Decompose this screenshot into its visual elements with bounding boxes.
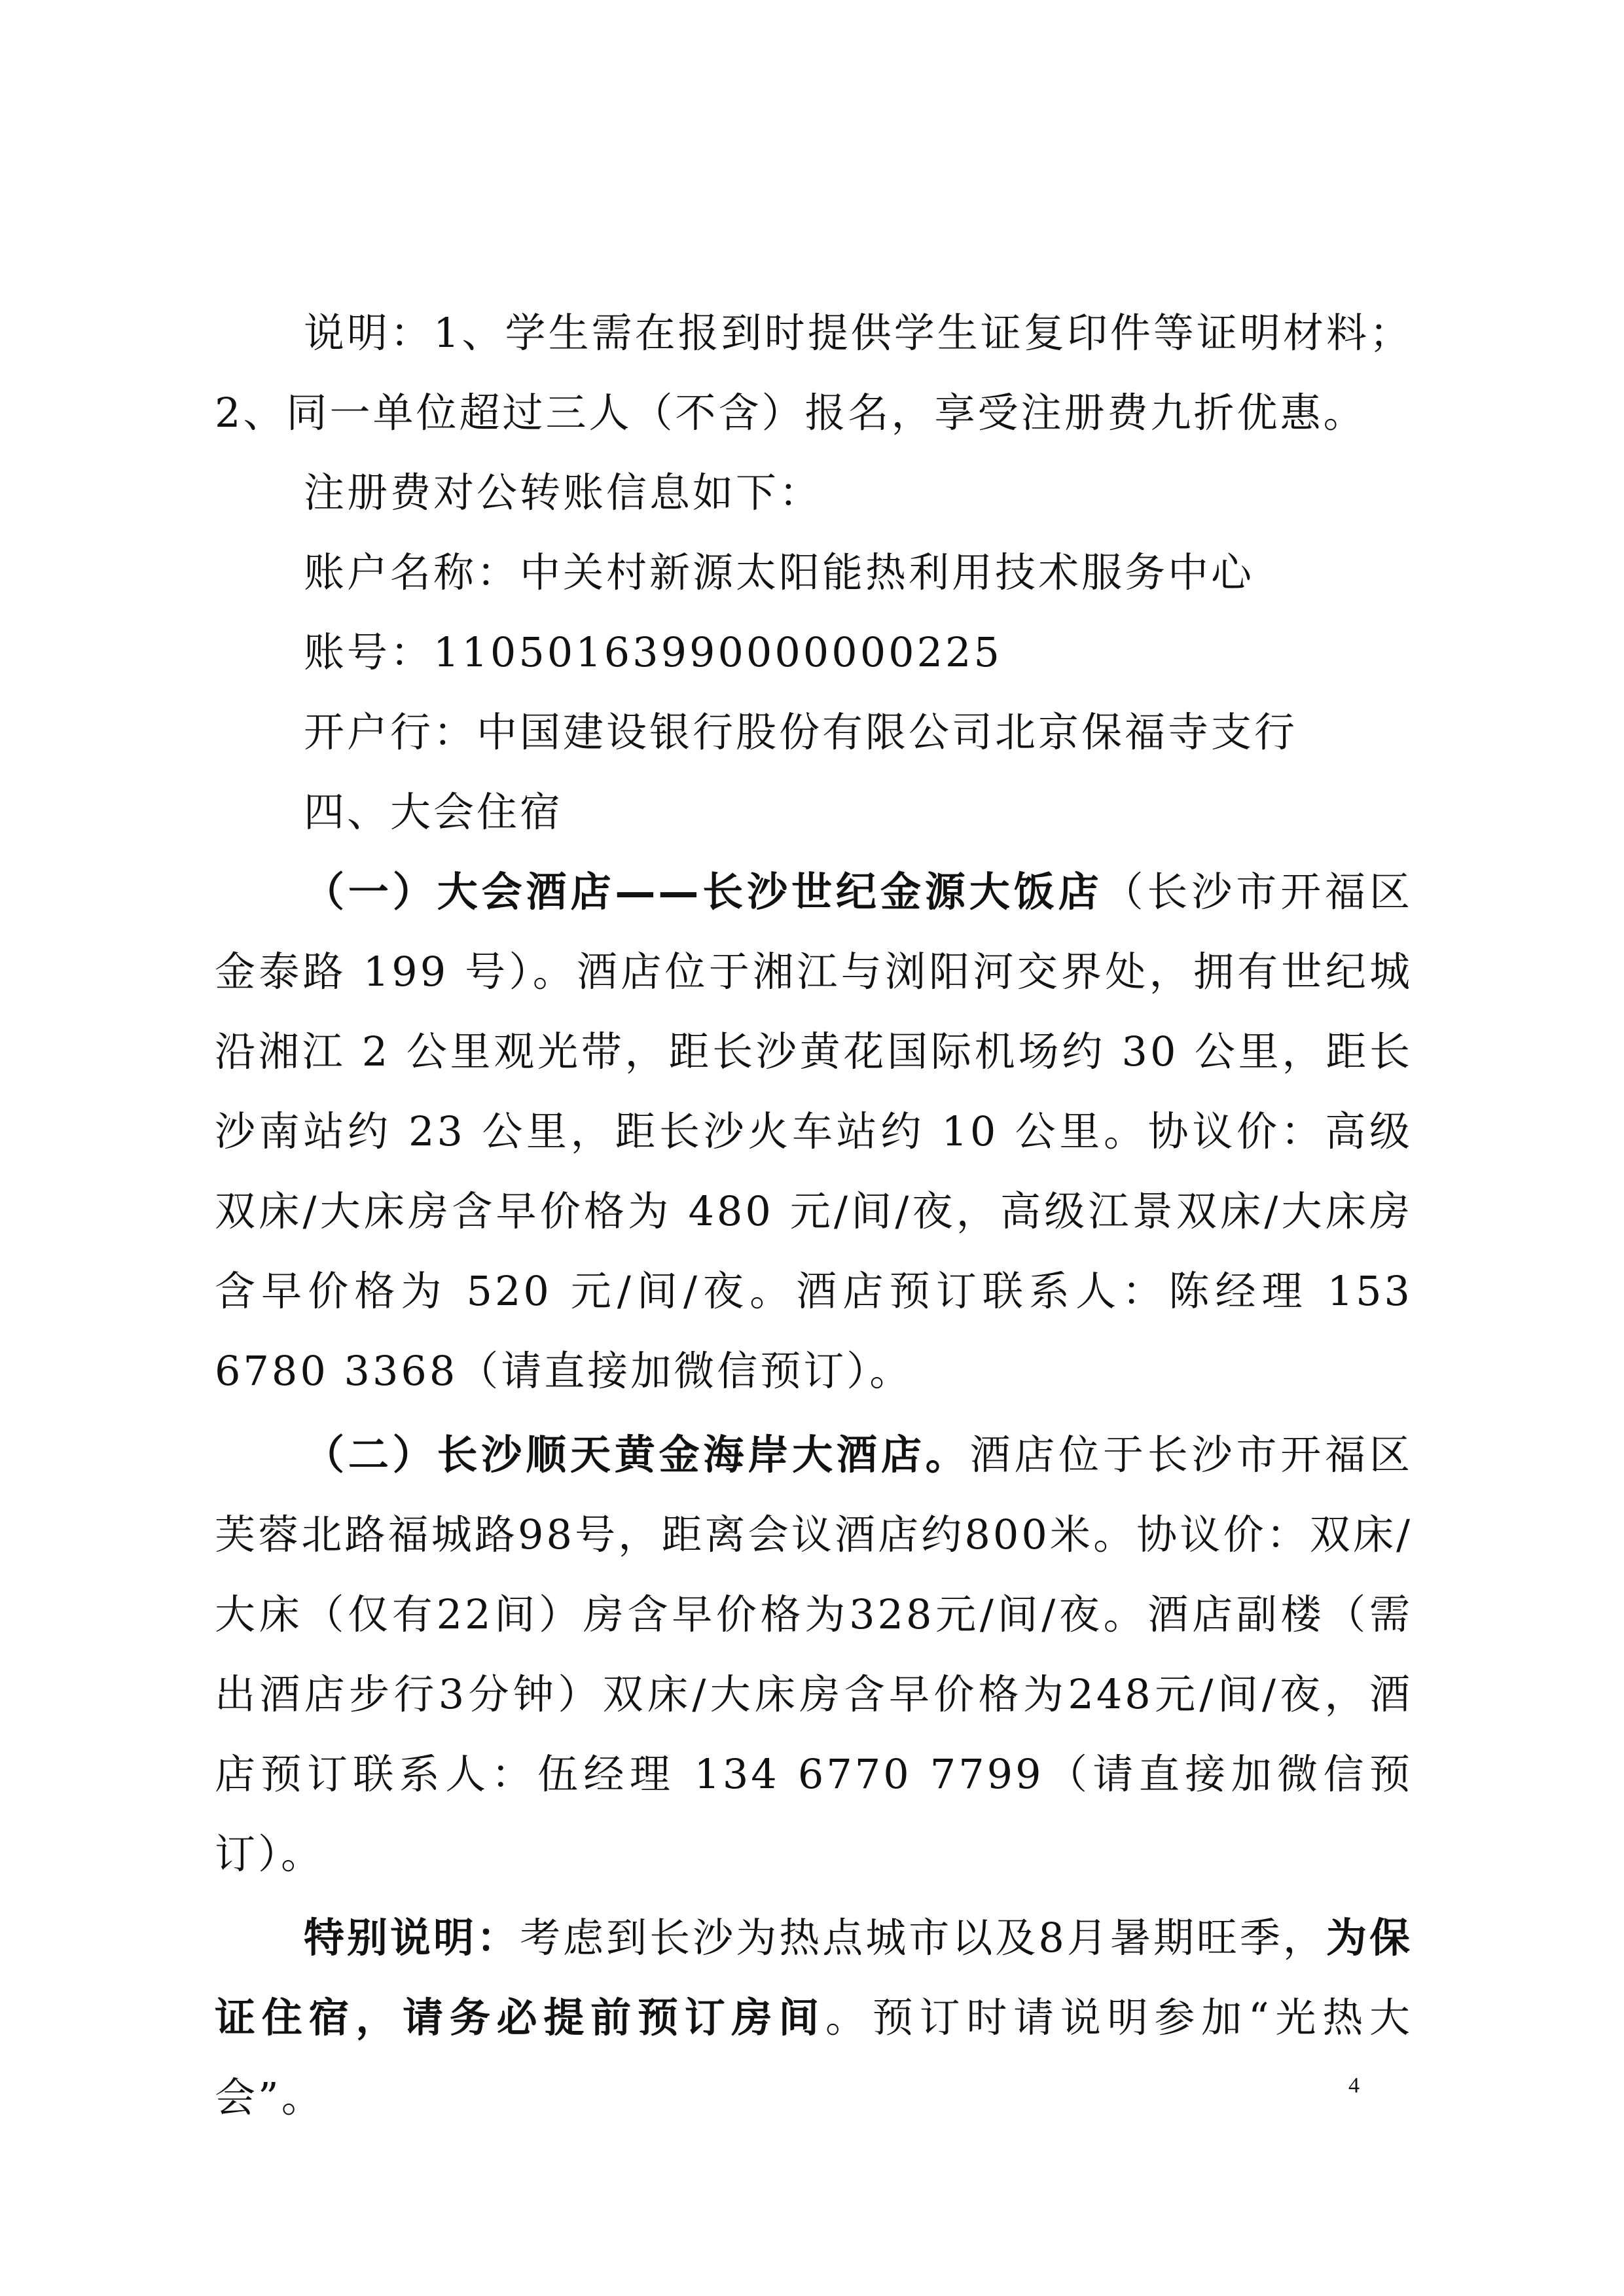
- page-number: 4: [1348, 2073, 1360, 2098]
- special-note-emphasis: 为保证住宿，请务必提前预订房间: [215, 1914, 1413, 2041]
- special-note-text-1: 考虑到长沙为热点城市以及8月暑期旺季，: [520, 1914, 1326, 1962]
- hotel-1-paragraph: [215, 852, 1413, 1411]
- bank-name: 开户行：中国建设银行股份有限公司北京保福寺支行: [304, 708, 1298, 756]
- account-number: 账号：11050163990000000225: [304, 628, 1002, 676]
- transfer-intro: 注册费对公转账信息如下：: [304, 469, 823, 516]
- hotel-2-title: （二）长沙顺天黄金海岸大酒店。: [304, 1431, 970, 1479]
- special-note-text-2: 。预订时请说明参加“光热大会”。: [215, 1994, 1413, 2121]
- section-heading-accommodation: 四、大会住宿: [304, 788, 564, 836]
- account-name: 账户名称：中关村新源太阳能热利用技术服务中心: [304, 548, 1255, 596]
- page-content: [215, 293, 1413, 2138]
- special-note-paragraph: [215, 1898, 1413, 2138]
- special-note-label: 特别说明：: [304, 1914, 520, 1962]
- hotel-2-paragraph: [215, 1415, 1413, 1894]
- registration-notes: 说明：1、学生需在报到时提供学生证复印件等证明材料；2、同一单位超过三人（不含）报名，享受注册费九折优惠。: [215, 309, 1413, 437]
- hotel-2-details: 酒店位于长沙市开福区芙蓉北路福城路98号，距离会议酒店约800米。协议价：双床/大床（仅有22间）房含早价格为328元/间/夜。酒店副楼（需出酒店步行3分钟）双床/大床房含早价格为248元/间/夜，酒店预订联系人：伍经理 134 6770 7799（请直接加微信预订）。: [215, 1431, 1413, 1878]
- hotel-1-details: （长沙市开福区金泰路 199 号）。酒店位于湘江与浏阳河交界处，拥有世纪城沿湘江 2 公里观光带，距长沙黄花国际机场约 30 公里，距长沙南站约 23 公里，距长沙火车站约 10 公里。协议价：高级双床/大床房含早价格为 480 元/间/夜，高级江景双床/大床房含早价格为 520 元/间/夜。酒店预订联系人：陈经理 153 6780 3368（请直接加微信预订）。: [215, 868, 1413, 1395]
- hotel-1-title: （一）大会酒店——长沙世纪金源大饭店: [304, 868, 1103, 916]
